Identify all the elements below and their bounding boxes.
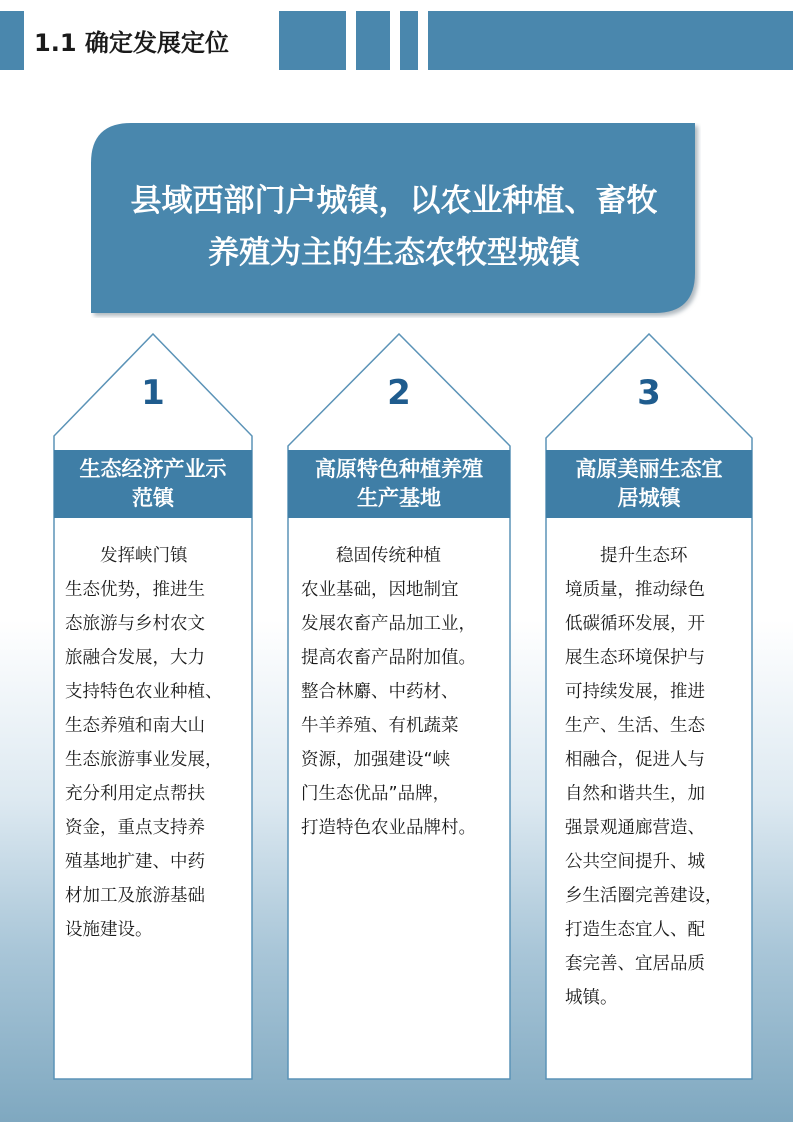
body-line: 材加工及旅游基础 — [65, 886, 205, 906]
body-line: 境质量，推动绿色 — [565, 580, 705, 600]
body-line: 门生态优品”品牌， — [301, 784, 451, 804]
body-line: 强景观通廊营造、 — [565, 818, 705, 838]
body-line: 自然和谐共生，加 — [565, 784, 705, 804]
body-line: 套完善、宜居品质 — [565, 954, 705, 974]
header-divider — [346, 11, 356, 70]
body-line: 生产、生活、生态 — [565, 716, 705, 736]
body-line: 支持特色农业种植、 — [65, 682, 223, 702]
card-body — [65, 539, 223, 947]
body-line: 相融合，促进人与 — [565, 750, 705, 770]
body-line: 乡生活圈完善建设， — [565, 886, 723, 906]
body-line: 城镇。 — [565, 988, 618, 1008]
body-line: 公共空间提升、城 — [565, 852, 705, 872]
body-line: 农业基础，因地制宜 — [301, 580, 459, 600]
body-line: 可持续发展，推进 — [565, 682, 705, 702]
card-body — [301, 539, 476, 845]
header-divider — [390, 11, 400, 70]
card-body — [565, 539, 723, 1015]
card-number: 2 — [387, 373, 411, 413]
body-line: 生态优势，推进生 — [65, 580, 205, 600]
card-2 — [287, 333, 511, 1080]
banner-text — [91, 175, 697, 279]
card-title-line: 居城镇 — [617, 486, 681, 510]
header-title-box — [24, 11, 279, 70]
card-number: 1 — [141, 373, 165, 413]
card-title-line: 高原美丽生态宜 — [575, 457, 723, 481]
card-3 — [545, 333, 753, 1080]
body-line: 资金，重点支持养 — [65, 818, 205, 838]
body-line: 整合林麝、中药材、 — [301, 682, 459, 702]
body-line: 打造特色农业品牌村。 — [301, 818, 476, 838]
body-line: 稳固传统种植 — [301, 546, 441, 566]
card-number: 3 — [637, 373, 661, 413]
positioning-banner — [91, 123, 697, 313]
card-title — [53, 450, 253, 518]
body-line: 展生态环境保护与 — [565, 648, 705, 668]
card-title-line: 生产基地 — [357, 486, 441, 510]
body-line: 殖基地扩建、中药 — [65, 852, 205, 872]
body-line: 发挥峡门镇 — [65, 546, 188, 566]
body-line: 设施建设。 — [65, 920, 153, 940]
card-title-line: 高原特色种植养殖 — [315, 457, 483, 481]
body-line: 旅融合发展，大力 — [65, 648, 205, 668]
body-line: 生态养殖和南大山 — [65, 716, 205, 736]
body-line: 资源，加强建设“峡 — [301, 750, 451, 770]
page-title: 1.1 确定发展定位 — [34, 29, 229, 57]
body-line: 态旅游与乡村农文 — [65, 614, 205, 634]
body-line: 提高农畜产品附加值。 — [301, 648, 476, 668]
body-line: 发展农畜产品加工业， — [301, 614, 476, 634]
body-line: 低碳循环发展，开 — [565, 614, 705, 634]
banner-line: 县域西部门户城镇，以农业种植、畜牧 — [130, 183, 658, 219]
body-line: 提升生态环 — [565, 546, 688, 566]
card-title — [287, 450, 511, 518]
body-line: 充分利用定点帮扶 — [65, 784, 205, 804]
card-title — [545, 450, 753, 518]
card-1 — [53, 333, 253, 1080]
body-line: 生态旅游事业发展， — [65, 750, 223, 770]
body-line: 牛羊养殖、有机蔬菜 — [301, 716, 459, 736]
banner-line: 养殖为主的生态农牧型城镇 — [208, 235, 580, 271]
body-line: 打造生态宜人、配 — [565, 920, 705, 940]
header-divider — [418, 11, 428, 70]
card-title-line: 生态经济产业示 — [79, 457, 227, 481]
card-title-line: 范镇 — [132, 486, 174, 510]
